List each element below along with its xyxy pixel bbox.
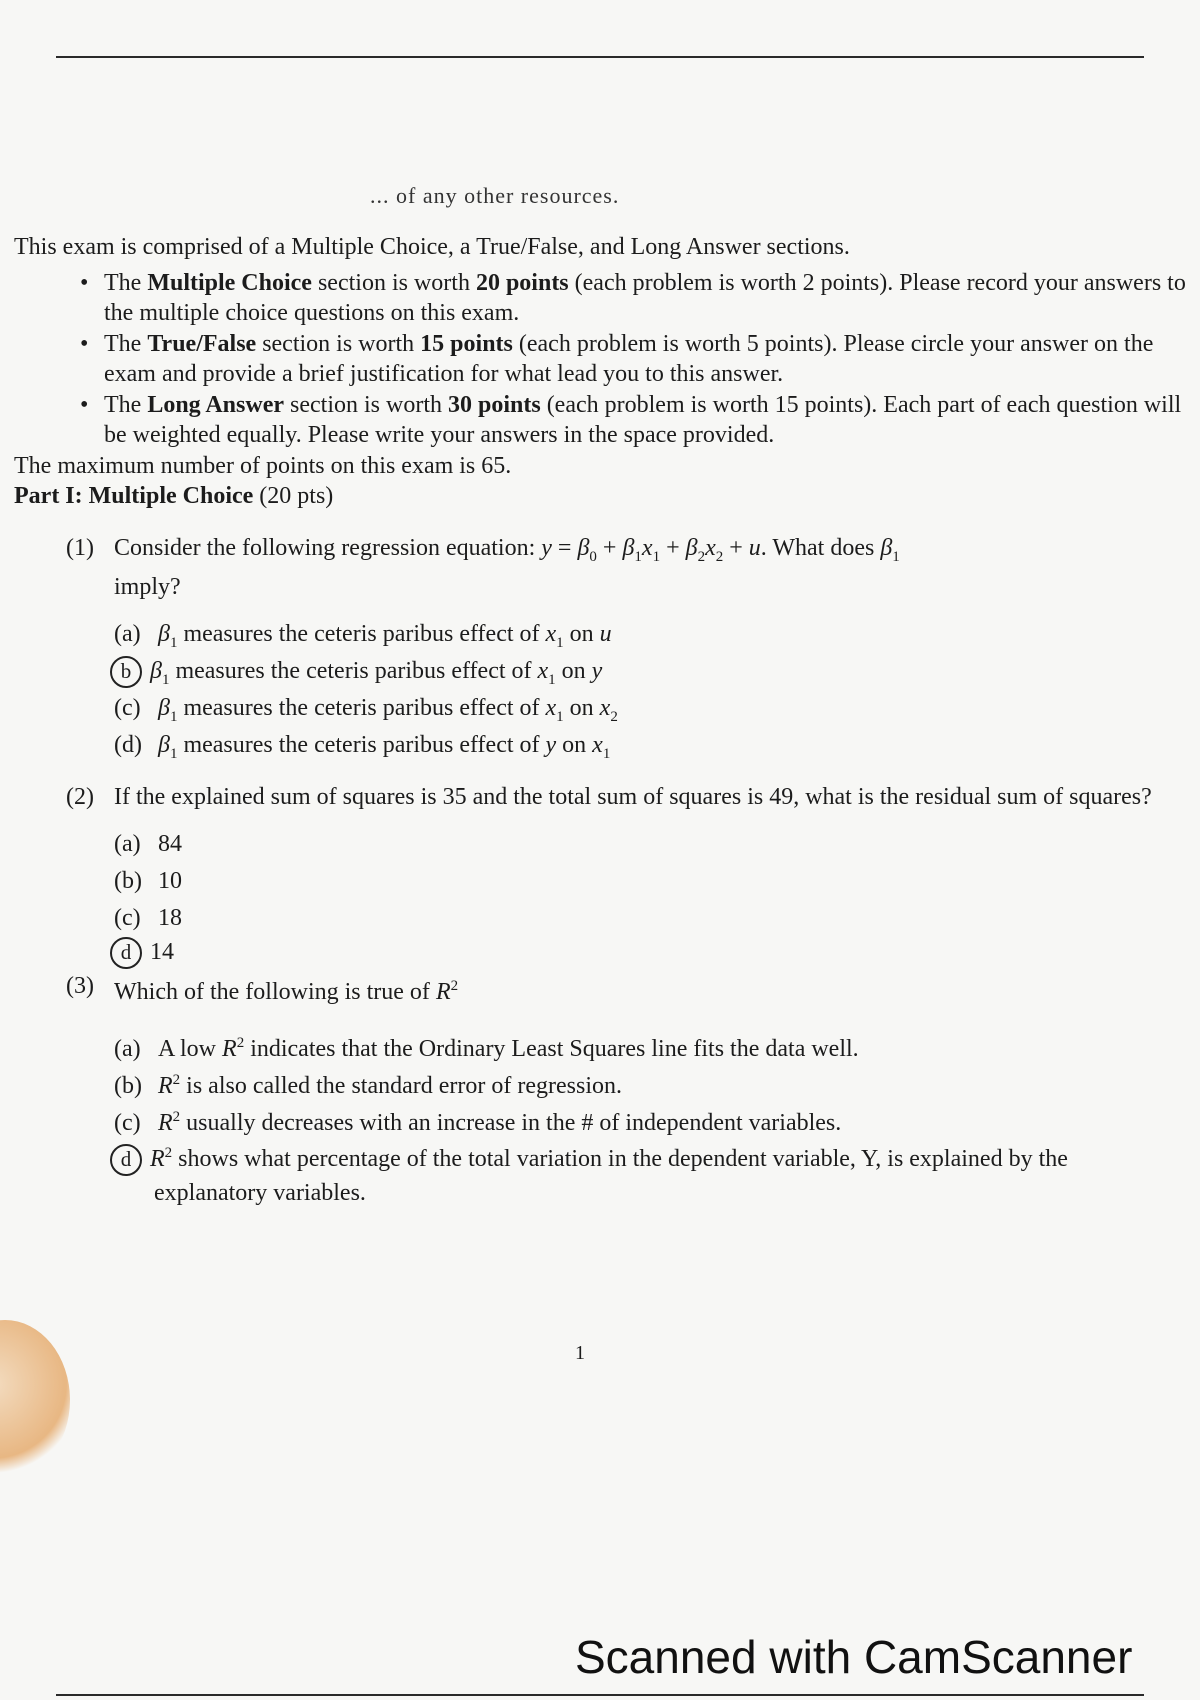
instructions-list [14, 268, 1194, 450]
question-text: If the explained sum of squares is 35 and the total sum of squares is 49, what is the residual sum of squares? [114, 783, 1152, 810]
selected-answer-circle: d [110, 1144, 142, 1176]
intro-text: This exam is comprised of a Multiple Choice, a True/False, and Long Answer sections. [14, 234, 850, 260]
question-2 [66, 782, 1194, 812]
instruction-true-false: • The True/False section is worth 15 points (each problem is worth 5 points). Please circle your answer on the exam and provide a brief justification for what lead you to this answer. [80, 331, 1154, 387]
question-number: (3) [66, 972, 94, 999]
top-rule [56, 56, 1144, 58]
option-c[interactable]: (c) 18 [114, 904, 182, 931]
question-1 [66, 533, 1194, 602]
cut-off-line: ... of any other resources. [370, 183, 620, 208]
option-a[interactable]: (a) A low $R^2$ indicates that the Ordinary Least Squares line fits the data well. [114, 1034, 859, 1062]
camscanner-watermark: Scanned with CamScanner [575, 1631, 1133, 1683]
selected-answer-circle: b [110, 656, 142, 688]
option-d[interactable]: (d) $\beta_1$ measures the ceteris paribus effect of y on $x_1$ [114, 731, 611, 762]
exam-content [14, 232, 1194, 1210]
instruction-long-answer: • The Long Answer section is worth 30 points (each problem is worth 15 points). Each part of each question will be weighted equally. Please write your answers in the space provided. [80, 392, 1182, 448]
option-c[interactable]: (c) $R^2$ usually decreases with an increase in the # of independent variables. [114, 1108, 842, 1136]
question-text: Which of the following is true of $R^2$ [114, 977, 459, 1005]
question-3 [66, 971, 1194, 1007]
question-number: (1) [66, 535, 94, 561]
bullet-icon: • [80, 331, 89, 357]
question-2-options [114, 826, 1194, 967]
option-c[interactable]: (c) $\beta_1$ measures the ceteris paribus effect of $x_1$ on $x_2$ [114, 694, 618, 725]
scan-stain [0, 1320, 70, 1480]
question-1-options [114, 616, 1194, 764]
bottom-rule [56, 1694, 1144, 1696]
part-title: Part I: Multiple Choice (20 pts) [14, 483, 334, 509]
bullet-icon: • [80, 392, 89, 418]
max-points-text: The maximum number of points on this exam is 65. [14, 453, 512, 479]
question-3-options [114, 1025, 1194, 1210]
question-number: (2) [66, 783, 94, 810]
question-text: Consider the following regression equation: $y = \beta_0 + \beta_1x_1 + \beta_2x_2 + u$. What does $\beta_1$ imply? [114, 535, 900, 600]
option-b[interactable]: (b) 10 [114, 867, 182, 894]
option-a[interactable]: (a) 84 [114, 830, 182, 857]
page-number: 1 [575, 1342, 585, 1364]
option-d-selected[interactable]: d 14 [114, 937, 1194, 967]
option-d-selected[interactable]: d $R^2$ shows what percentage of the total variation in the dependent variable, Y, is explained by the explanatory variables. [114, 1136, 1154, 1210]
option-b-selected[interactable]: b $\beta_1$ measures the ceteris paribus effect of $x_1$ on y [114, 653, 1194, 690]
instruction-multiple-choice: • The Multiple Choice section is worth 20 points (each problem is worth 2 points). Please record your answers to the multiple choice questions on this exam. [80, 270, 1186, 326]
option-b[interactable]: (b) $R^2$ is also called the standard error of regression. [114, 1071, 623, 1099]
selected-answer-circle: d [110, 937, 142, 969]
option-a[interactable]: (a) $\beta_1$ measures the ceteris paribus effect of $x_1$ on u [114, 620, 612, 651]
bullet-icon: • [80, 270, 89, 296]
